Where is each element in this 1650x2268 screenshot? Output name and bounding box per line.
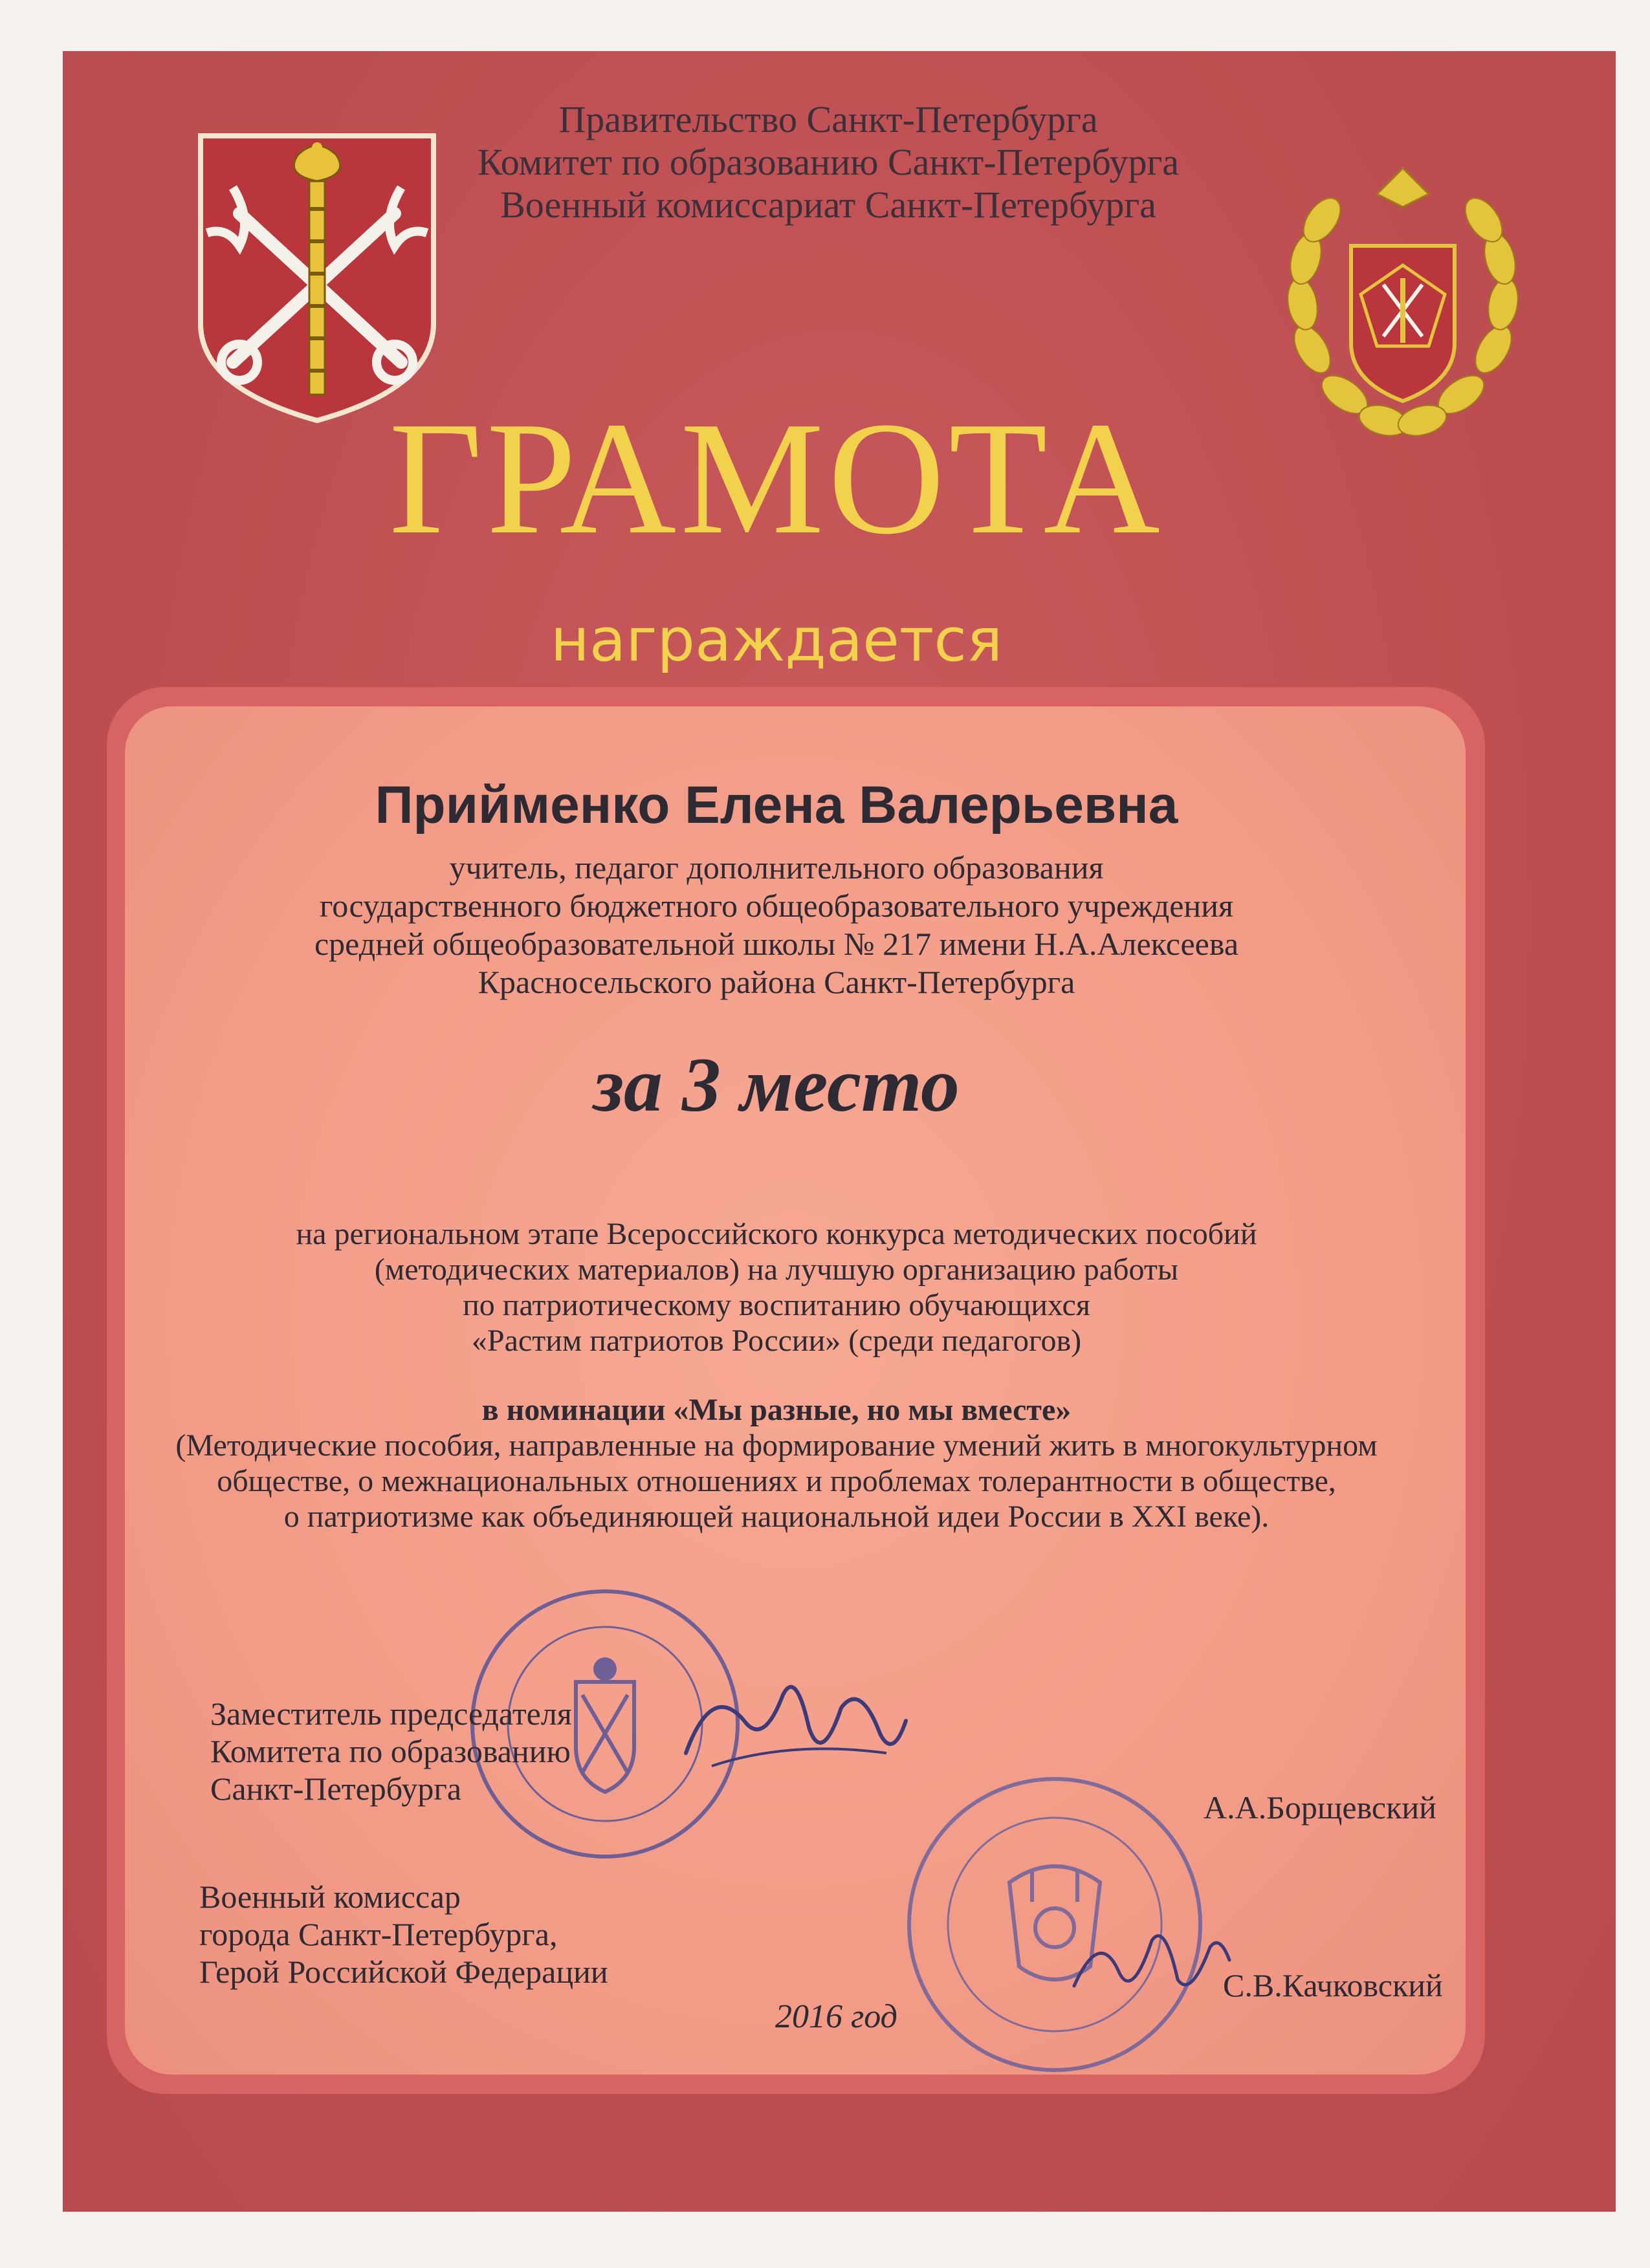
certificate-title: ГРАМОТА — [389, 389, 1164, 568]
contest-line: по патриотическому воспитанию обучающихся — [463, 1288, 1090, 1322]
signatory-title-line: Санкт-Петербурга — [210, 1771, 462, 1807]
contest-description — [0, 1216, 1553, 1358]
signatory-title-line: Комитета по образованию — [210, 1733, 571, 1769]
signature-kachkovsky — [1068, 1915, 1236, 2005]
signatory-2-name: С.В.Качковский — [1223, 1967, 1443, 2003]
position-line: учитель, педагог дополнительного образования — [449, 849, 1104, 886]
nomination-line: о патриотизме как объединяющей национальной идеи России в XXI веке). — [283, 1499, 1270, 1534]
signatory-1-title — [210, 1695, 572, 1807]
contest-line: на региональном этапе Всероссийского конкурса методических пособий — [296, 1217, 1257, 1251]
contest-line: (методических материалов) на лучшую организацию работы — [374, 1252, 1179, 1287]
header-line: Комитет по образованию Санкт-Петербурга — [477, 141, 1180, 183]
header-line: Военный комиссариат Санкт-Петербурга — [500, 184, 1156, 226]
issuing-organizations — [414, 98, 1242, 226]
position-line: государственного бюджетного общеобразовательного учреждения — [320, 888, 1233, 924]
signatory-title-line: Герой Российской Федерации — [199, 1954, 608, 1990]
position-line: Красносельского района Санкт-Петербурга — [478, 964, 1075, 1000]
signatory-1-name: А.А.Борщевский — [1204, 1789, 1436, 1826]
header-line: Правительство Санкт-Петербурга — [558, 98, 1098, 140]
signatory-title-line: Военный комиссар — [199, 1879, 461, 1915]
nomination-line: обществе, о межнациональных отношениях и проблемах толерантности в обществе, — [217, 1464, 1336, 1498]
signatory-title-line: города Санкт-Петербурга, — [199, 1916, 558, 1952]
nomination-title: в номинации «Мы разные, но мы вместе» — [481, 1393, 1072, 1427]
nomination-block — [0, 1392, 1553, 1534]
recipient-name: Прийменко Елена Валерьевна — [375, 776, 1178, 834]
certificate-subtitle: награждается — [550, 605, 1003, 675]
signatory-2-title — [199, 1878, 608, 1990]
nomination-line: (Методические пособия, направленные на формирование умений жить в многокультурном — [175, 1428, 1378, 1463]
spb-coat-of-arms-icon — [194, 129, 440, 427]
contest-line: «Растим патриотов России» (среди педагогов) — [471, 1324, 1082, 1358]
award-place: за 3 место — [593, 1041, 960, 1128]
signatory-title-line: Заместитель председателя — [210, 1696, 572, 1732]
certificate-year: 2016 год — [775, 1998, 897, 2035]
recipient-position — [0, 849, 1553, 1001]
signature-borshchevsky — [673, 1656, 919, 1785]
position-line: средней общеобразовательной школы № 217 имени Н.А.Алексеева — [314, 926, 1239, 962]
